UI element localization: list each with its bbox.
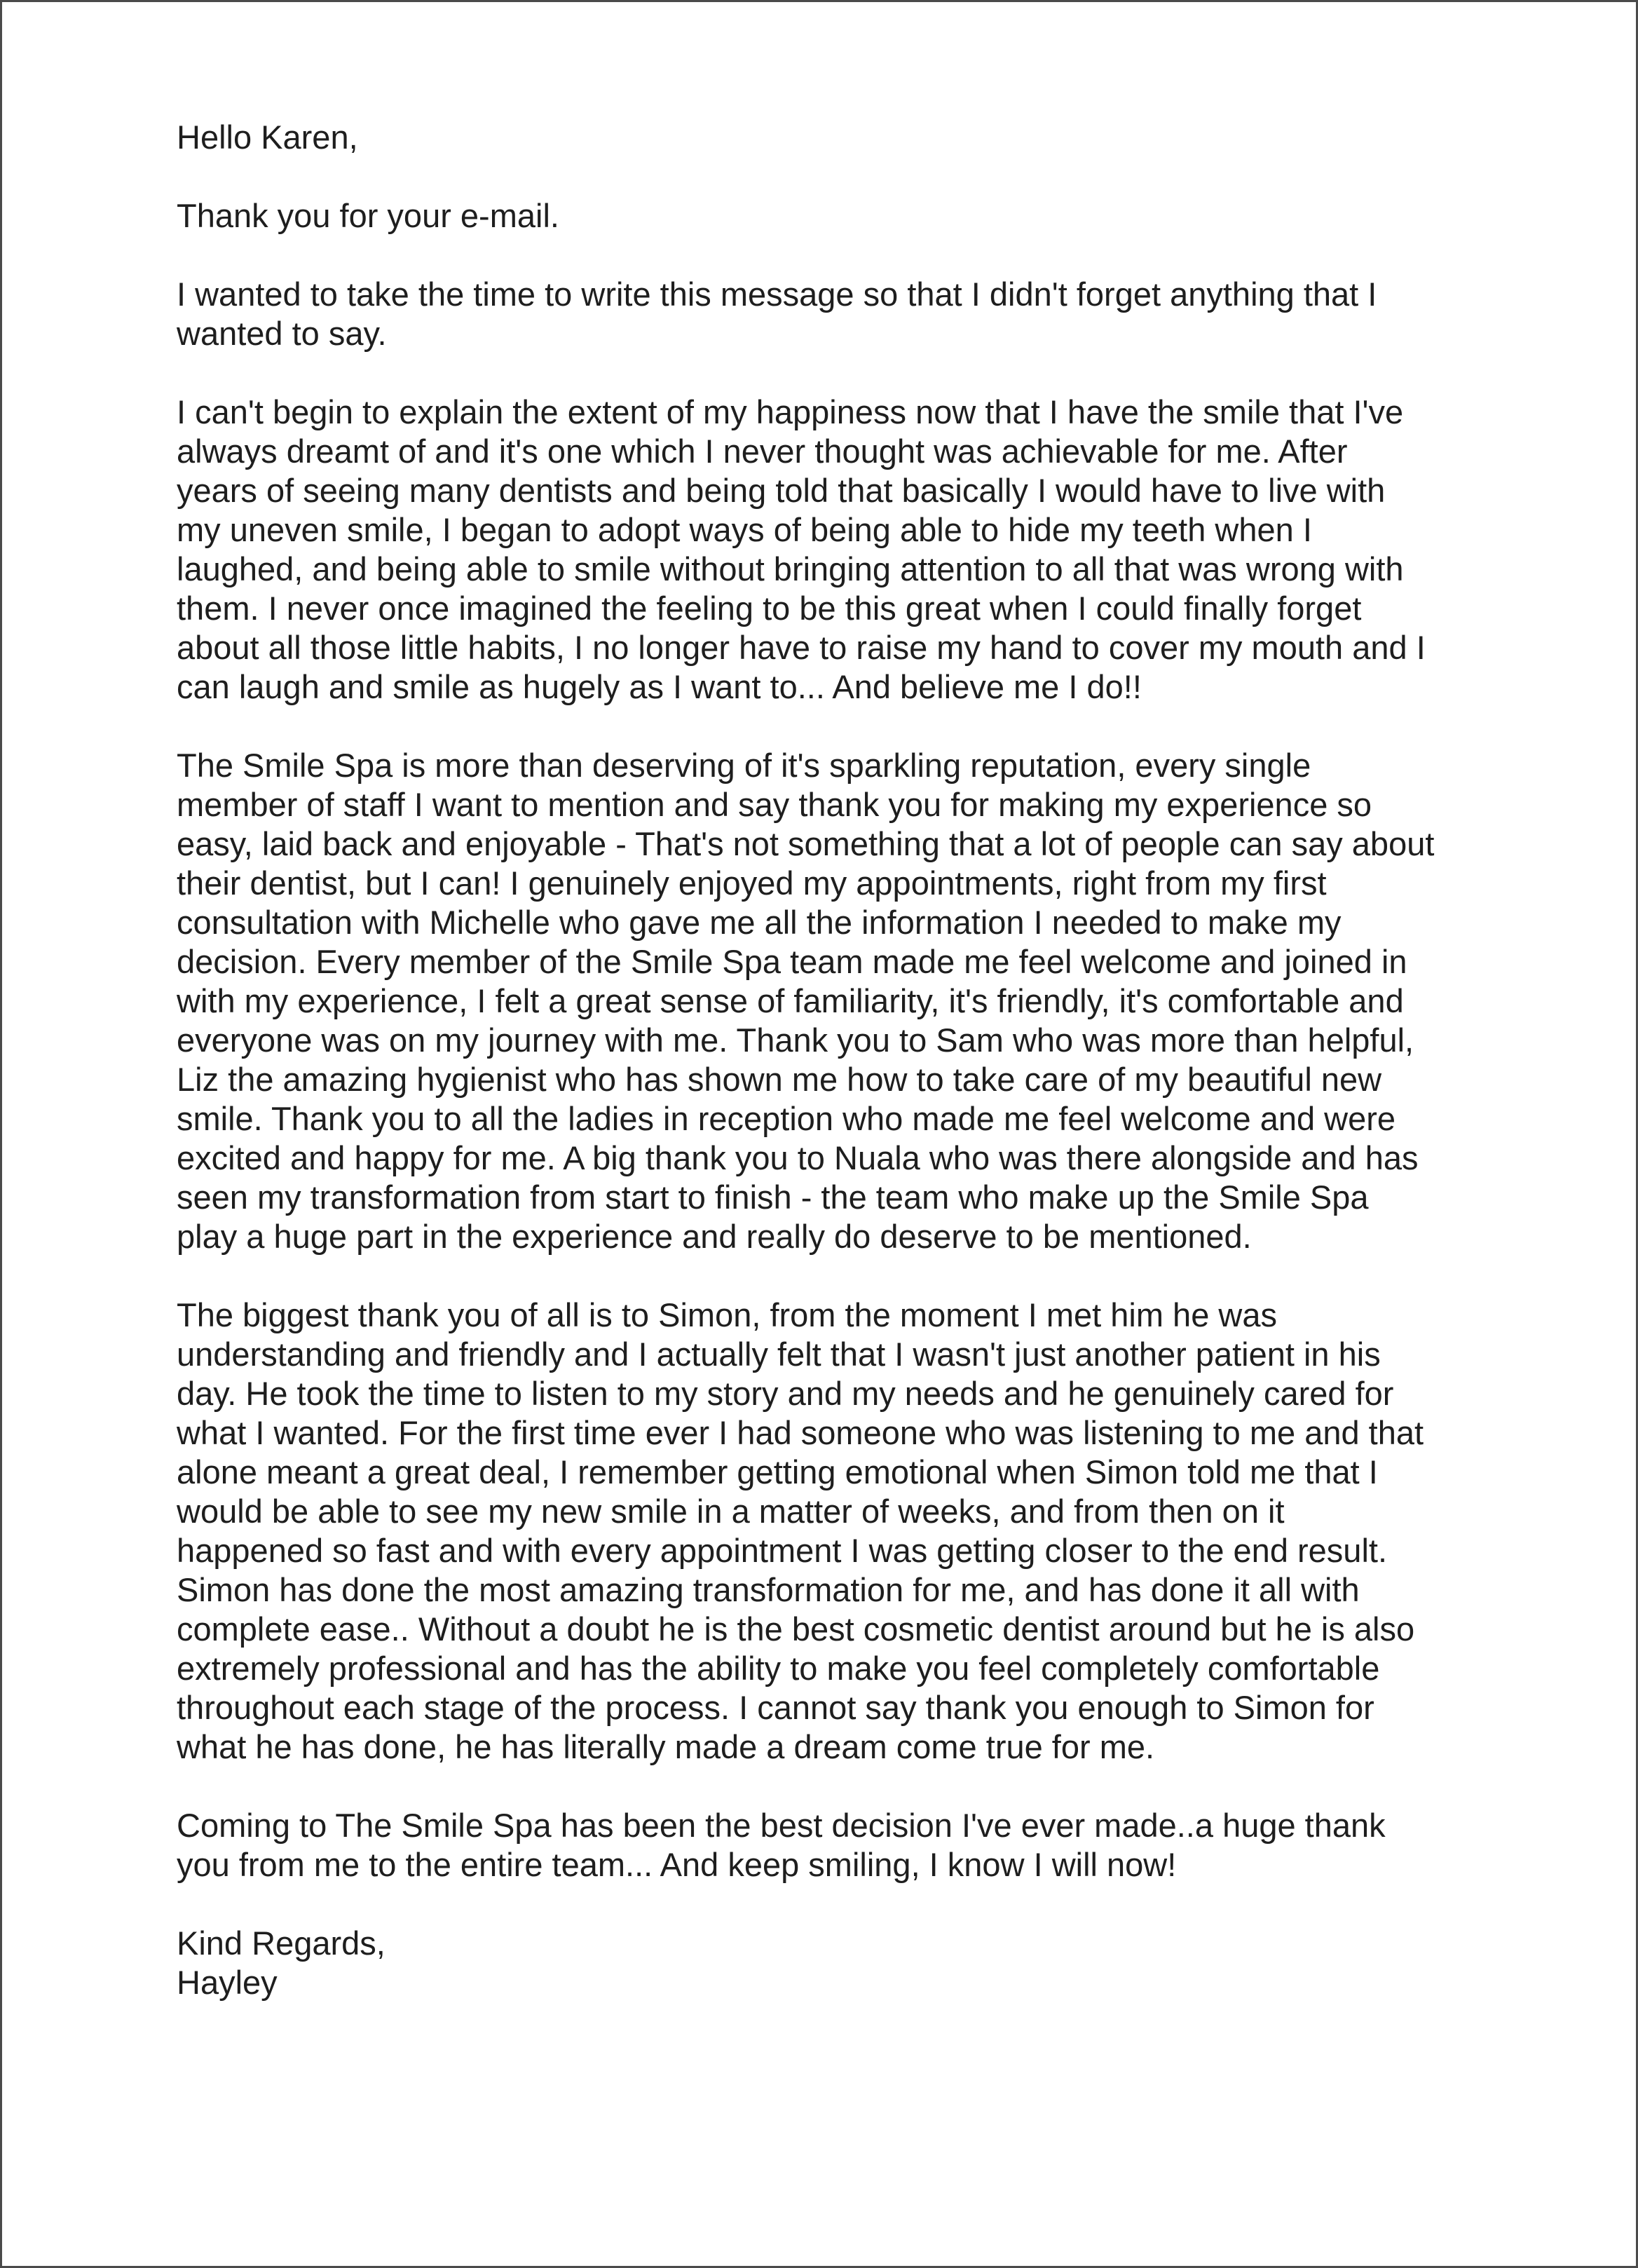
text-line: member of staff I want to mention and say thank you for making my experience so xyxy=(177,786,1372,823)
intro-line: Thank you for your e-mail. xyxy=(177,197,559,234)
text-line: laughed, and being able to smile without bringing attention to all that was wrong with xyxy=(177,550,1404,588)
text-line: everyone was on my journey with me. Thank you to Sam who was more than helpful, xyxy=(177,1021,1414,1059)
text-line: years of seeing many dentists and being told that basically I would have to live with xyxy=(177,472,1386,509)
text-line: would be able to see my new smile in a matter of weeks, and from then on it xyxy=(177,1493,1285,1530)
text-line: understanding and friendly and I actually felt that I wasn't just another patient in his xyxy=(177,1336,1381,1373)
text-line: decision. Every member of the Smile Spa team made me feel welcome and joined in xyxy=(177,943,1407,980)
text-line: about all those little habits, I no longer have to raise my hand to cover my mouth and I xyxy=(177,629,1426,666)
text-line: I wanted to take the time to write this message so that I didn't forget anything that I xyxy=(177,276,1377,313)
paragraph-1 xyxy=(177,275,1529,353)
text-line: my uneven smile, I began to adopt ways of being able to hide my teeth when I xyxy=(177,511,1312,548)
text-line: what he has done, he has literally made a dream come true for me. xyxy=(177,1728,1155,1765)
text-line: with my experience, I felt a great sense of familiarity, it's friendly, it's comfortable and xyxy=(177,982,1404,1019)
text-line: consultation with Michelle who gave me all the information I needed to make my xyxy=(177,904,1342,941)
text-line: Coming to The Smile Spa has been the best decision I've ever made..a huge thank xyxy=(177,1807,1386,1844)
text-line: seen my transformation from start to finish - the team who make up the Smile Spa xyxy=(177,1179,1369,1216)
text-line: them. I never once imagined the feeling to be this great when I could finally forget xyxy=(177,590,1362,627)
text-line: day. He took the time to listen to my story and my needs and he genuinely cared for xyxy=(177,1375,1394,1412)
text-line: their dentist, but I can! I genuinely enjoyed my appointments, right from my first xyxy=(177,864,1327,902)
text-line: The biggest thank you of all is to Simon, from the moment I met him he was xyxy=(177,1296,1277,1333)
text-line: extremely professional and has the ability to make you feel completely comfortable xyxy=(177,1650,1380,1687)
text-line: can laugh and smile as hugely as I want to... And believe me I do!! xyxy=(177,668,1142,705)
text-line: you from me to the entire team... And keep smiling, I know I will now! xyxy=(177,1846,1177,1883)
text-line: excited and happy for me. A big thank you to Nuala who was there alongside and has xyxy=(177,1139,1419,1176)
paragraph-4 xyxy=(177,1296,1529,1767)
text-line: what I wanted. For the first time ever I had someone who was listening to me and that xyxy=(177,1414,1424,1451)
greeting: Hello Karen, xyxy=(177,118,358,156)
text-line: happened so fast and with every appointment I was getting closer to the end result. xyxy=(177,1532,1387,1569)
text-line: complete ease.. Without a doubt he is the best cosmetic dentist around but he is also xyxy=(177,1610,1415,1648)
text-line: wanted to say. xyxy=(177,315,387,352)
text-line: smile. Thank you to all the ladies in reception who made me feel welcome and were xyxy=(177,1100,1396,1137)
paragraph-5 xyxy=(177,1806,1529,1885)
letter-body xyxy=(177,118,1529,2002)
text-line: alone meant a great deal, I remember getting emotional when Simon told me that I xyxy=(177,1453,1378,1491)
text-line: I can't begin to explain the extent of my happiness now that I have the smile that I've xyxy=(177,393,1404,430)
text-line: always dreamt of and it's one which I never thought was achievable for me. After xyxy=(177,433,1348,470)
text-line: easy, laid back and enjoyable - That's not something that a lot of people can say about xyxy=(177,825,1435,862)
text-line: The Smile Spa is more than deserving of it's sparkling reputation, every single xyxy=(177,747,1311,784)
signature: Hayley xyxy=(177,1964,278,2001)
text-line: Simon has done the most amazing transformation for me, and has done it all with xyxy=(177,1571,1360,1608)
text-line: play a huge part in the experience and really do deserve to be mentioned. xyxy=(177,1218,1252,1255)
paragraph-2 xyxy=(177,393,1529,707)
text-line: Liz the amazing hygienist who has shown me how to take care of my beautiful new xyxy=(177,1061,1382,1098)
paragraph-3 xyxy=(177,746,1529,1256)
closing: Kind Regards, xyxy=(177,1924,385,1962)
text-line: throughout each stage of the process. I cannot say thank you enough to Simon for xyxy=(177,1689,1374,1726)
